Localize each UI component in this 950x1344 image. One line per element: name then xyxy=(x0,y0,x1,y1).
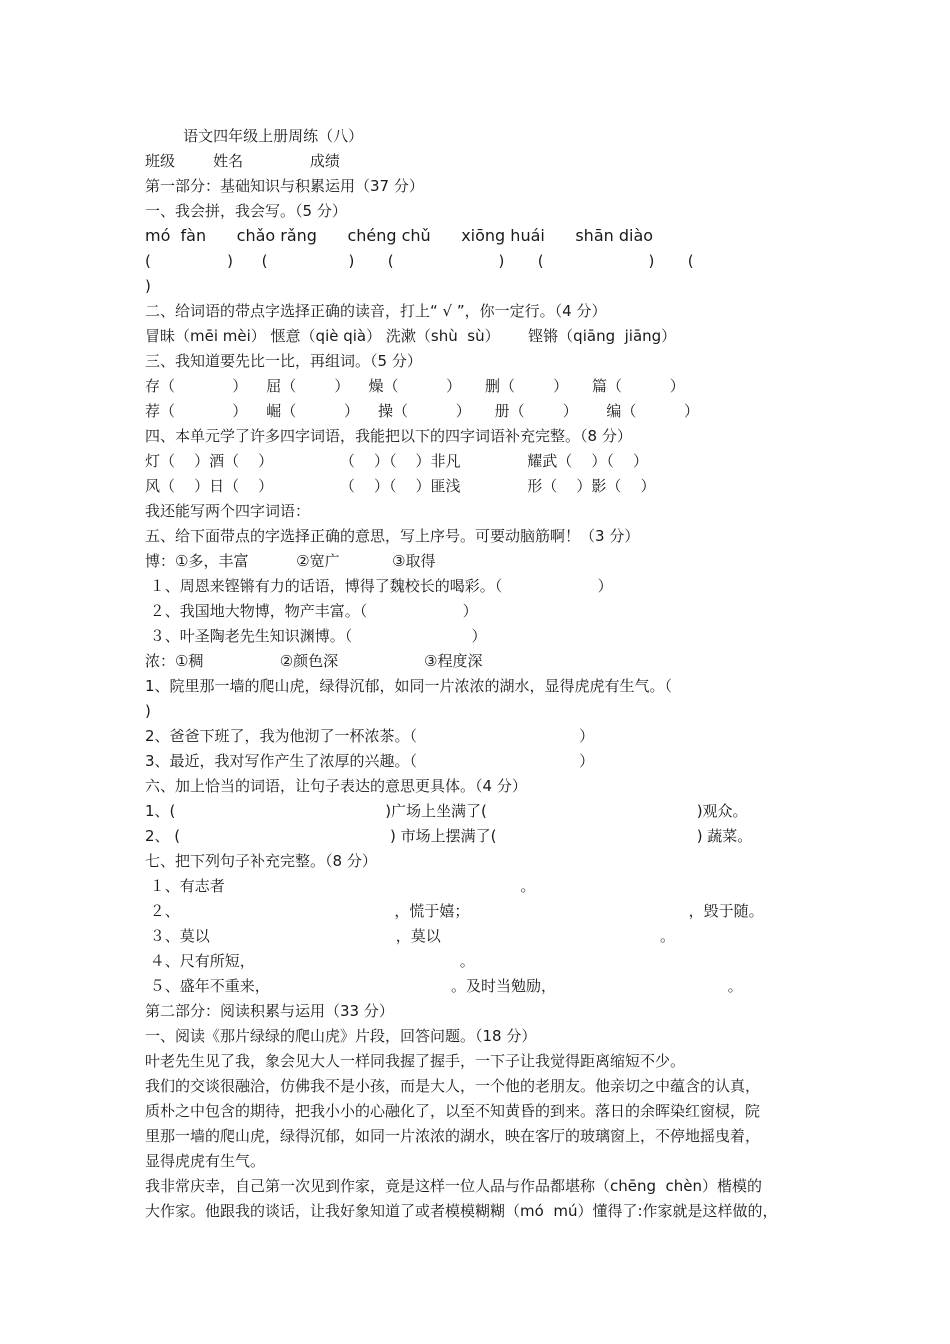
q6-heading: 六、加上恰当的词语，让句子表达的意思更具体。（4 分） xyxy=(145,777,527,795)
passage-line-2: 我们的交谈很融洽，仿佛我不是小孩，而是大人，一个他的老朋友。他亲切之中蕴含的认真， xyxy=(145,1077,761,1095)
passage-line-1: 叶老先生见了我，象会见大人一样同我握了握手，一下子让我觉得距离缩短不少。 xyxy=(145,1052,686,1070)
q5-bo-2: ２、我国地大物博，物产丰富。（ ） xyxy=(145,602,478,620)
q3-heading: 三、我知道要先比一比，再组词。（5 分） xyxy=(145,352,422,370)
part1-heading: 第一部分：基础知识与积累运用（37 分） xyxy=(145,177,424,195)
passage-line-3: 质朴之中包含的期待，把我小小的心融化了，以至不知黄昏的到来。落日的余晖染红窗棂，院 xyxy=(145,1102,761,1120)
q5-nong-2: 2、爸爸下班了，我为他沏了一杯浓茶。（ ） xyxy=(145,727,595,745)
part2-heading: 第二部分：阅读积累与运用（33 分） xyxy=(145,1002,394,1020)
q3-row1: 存（ ） 屈（ ） 燥（ ） 删（ ） 篇（ ） xyxy=(145,377,685,395)
q7-item-3: ３、莫以 ，莫以 。 xyxy=(145,927,676,945)
q5-bo-1: １、周恩来铿锵有力的话语，博得了魏校长的喝彩。（ ） xyxy=(145,577,613,595)
q1-pinyin: mó fàn chǎo rǎng chéng chǔ xiōng huái shān diào xyxy=(145,226,654,245)
q1-blanks-end: ) xyxy=(145,277,151,295)
q2-heading: 二、给词语的带点字选择正确的读音，打上“ √ ”，你一定行。（4 分） xyxy=(145,302,607,320)
passage-line-7: 大作家。他跟我的谈话，让我好象知道了或者模模糊糊（mó mú）懂得了:作家就是这样做的， xyxy=(145,1202,778,1220)
header-fields: 班级 姓名 成绩 xyxy=(145,152,340,170)
q1-heading: 一、我会拼，我会写。（5 分） xyxy=(145,202,347,220)
q4-heading: 四、本单元学了许多四字词语，我能把以下的四字词语补充完整。（8 分） xyxy=(145,427,632,445)
q4-row2: 风（ ）日（ ） （ ）（ ）匪浅 形（ ）影（ ） xyxy=(145,477,656,495)
passage-line-5: 显得虎虎有生气。 xyxy=(145,1152,266,1170)
q5-nong-1-end: ) xyxy=(145,702,151,720)
passage-line-6: 我非常庆幸，自己第一次见到作家，竟是这样一位人品与作品都堪称（chēng chèn）楷模的 xyxy=(145,1177,763,1195)
passage-line-4: 里那一墙的爬山虎，绿得沉郁，如同一片浓浓的湖水，映在客厅的玻璃窗上，不停地摇曳着， xyxy=(145,1127,761,1145)
q5-heading: 五、给下面带点的字选择正确的意思，写上序号。可要动脑筋啊！（3 分） xyxy=(145,527,640,545)
worksheet-title: 语文四年级上册周练（八） xyxy=(145,127,364,145)
q5-bo-3: ３、叶圣陶老先生知识渊博。（ ） xyxy=(145,627,487,645)
q7-item-4: ４、尺有所短， 。 xyxy=(145,952,475,970)
q4-extra: 我还能写两个四字词语： xyxy=(145,502,311,520)
q6-item-1: 1、( )广场上坐满了( )观众。 xyxy=(145,802,748,820)
q7-item-1: １、有志者 。 xyxy=(145,877,536,895)
q7-heading: 七、把下列句子补充完整。（8 分） xyxy=(145,852,377,870)
q7-item-2: ２、 ，慌于嬉； ，毁于随。 xyxy=(145,902,764,920)
q1-blanks: ( ) ( ) ( ) ( ) ( xyxy=(145,252,694,270)
q7-item-5: ５、盛年不重来， 。及时当勉励， 。 xyxy=(145,977,743,995)
q2-items: 冒昧（mēi mèi） 惬意（qiè qià） 洗漱（shù sù） 铿锵（qiāng jiāng） xyxy=(145,327,677,345)
q5-nong-options: 浓：①稠 ②颜色深 ③程度深 xyxy=(145,652,483,670)
q4-row1: 灯（ ）酒（ ） （ ）（ ）非凡 耀武（ ）（ ） xyxy=(145,452,648,470)
q5-nong-1: 1、院里那一墙的爬山虎，绿得沉郁，如同一片浓浓的湖水，显得虎虎有生气。（ xyxy=(145,677,673,695)
reading-heading: 一、阅读《那片绿绿的爬山虎》片段，回答问题。（18 分） xyxy=(145,1027,537,1045)
q5-bo-options: 博：①多，丰富 ②宽广 ③取得 xyxy=(145,552,436,570)
q5-nong-3: 3、最近，我对写作产生了浓厚的兴趣。（ ） xyxy=(145,752,595,770)
q3-row2: 荐（ ） 崛（ ） 操（ ） 册（ ） 编（ ） xyxy=(145,402,699,420)
q6-item-2: 2、 ( ) 市场上摆满了( ) 蔬菜。 xyxy=(145,827,753,845)
